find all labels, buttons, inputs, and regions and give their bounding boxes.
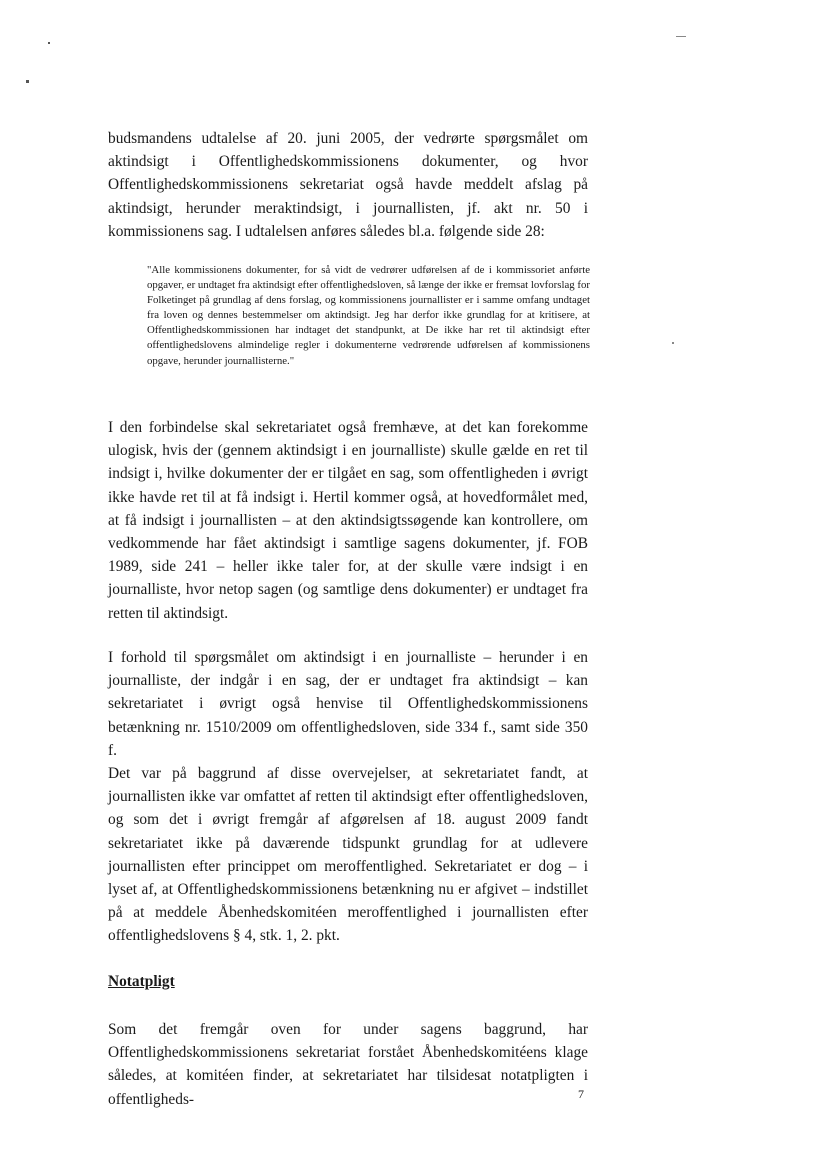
- page-number: 7: [578, 1087, 584, 1101]
- section-heading: Notatpligt: [108, 973, 175, 990]
- paragraph-block: [108, 127, 588, 243]
- body-paragraph: I forhold til spørgsmålet om aktindsigt i en journalliste – herunder i en journalliste, der indgår i en sag, der er undtaget fra aktindsigt – kan sekretariatet i øvrigt også henvise til Offentlighedskommissionens betænkning nr. 1510/2009 om offentlighedsloven, side 334 f., samt side 350 f.: [108, 649, 588, 759]
- body-paragraph: Det var på baggrund af disse overvejelser, at sekretariatet fandt, at journallisten ikke var omfattet af retten til aktindsigt efter offentlighedsloven, og som det i øvrigt fremgår af afgørelsen af 18. august 2009 fandt sekretariatet ikke på daværende tidspunkt grundlag for at udlevere journallisten efter princippet om meroffentlighed. Sekretariatet er dog – i lyset af, at Offentlighedskommissionens betænkning nu er afgivet – indstillet på at meddele Åbenhedskomitéen meroffentlighed i journallisten efter offentlighedslovens § 4, stk. 1, 2. pkt.: [108, 765, 588, 945]
- paragraph-block: [108, 1018, 588, 1111]
- scan-speck: [672, 342, 674, 344]
- block-quote: "Alle kommissionens dokumenter, for så vidt de vedrører udførelsen af de i kommissoriet anførte opgaver, er undtaget fra aktindsigt efter offentlighedsloven, så længe der ikke er fremsat lovforslag for Folketinget på grundlag af dens forslag, og kommissionens journallister er i samme omfang undtaget fra loven og dennes bestemmelser om aktindsigt. Jeg har derfor ikke grundlag for at kritisere, at Offentlighedskommissionen har indtaget det standpunkt, at De ikke har ret til aktindsigt efter offentlighedslovens almindelige regler i dokumenterne vedrørende udførelsen af kommissionens opgave, herunder journallisterne.": [147, 264, 590, 367]
- body-paragraph: Som det fremgår oven for under sagens baggrund, har Offentlighedskommissionens sekretariat forstået Åbenhedskomitéens klage således, at komitéen finder, at sekretariatet har tilsidesat notatpligten i offentligheds-: [108, 1021, 588, 1108]
- body-paragraph: I den forbindelse skal sekretariatet også fremhæve, at det kan forekomme ulogisk, hvis der (gennem aktindsigt i en journalliste) skulle gælde en ret til indsigt i, hvilke dokumenter der er tilgået en sag, som offentligheden i øvrigt ikke havde ret til at få indsigt i. Hertil kommer også, at hovedformålet med, at få indsigt i journallisten – at den aktindsigtssøgende kan kontrollere, om vedkommende har fået aktindsigt i samtlige sagens dokumenter, jf. FOB 1989, side 241 – heller ikke taler for, at der skulle være indsigt i en journalliste, hvor netop sagen (og samtlige dens dokumenter) er undtaget fra retten til aktindsigt.: [108, 419, 588, 622]
- scan-speck: [26, 80, 29, 83]
- body-paragraph: budsmandens udtalelse af 20. juni 2005, der vedrørte spørgsmålet om aktindsigt i Offentlighedskommissionens dokumenter, og hvor Offentlighedskommissionens sekretariat også havde meddelt afslag på aktindsigt, herunder meraktindsigt, i journallisten, jf. akt nr. 50 i kommissionens sag. I udtalelsen anføres således bl.a. følgende side 28:: [108, 130, 588, 240]
- paragraph-block: [108, 762, 588, 948]
- paragraph-block: [108, 416, 588, 625]
- paragraph-block: [108, 646, 588, 762]
- scan-speck: [676, 36, 686, 37]
- scan-speck: [48, 42, 50, 44]
